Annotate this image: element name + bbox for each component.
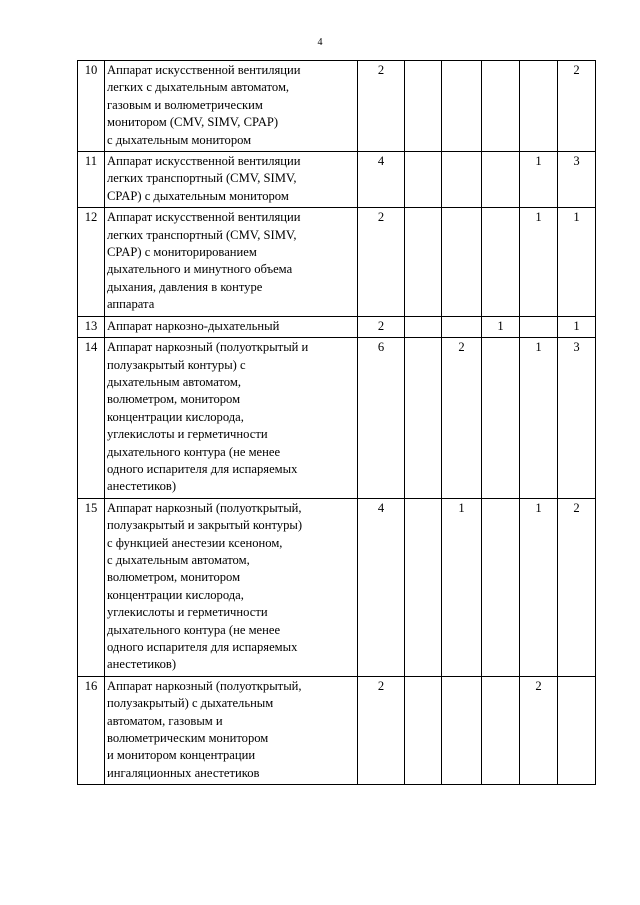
- equipment-name-line: полузакрытый) с дыхательным: [107, 696, 274, 711]
- table-row: [78, 208, 596, 316]
- equipment-name-line: и монитором концентрации: [107, 748, 256, 763]
- equipment-name-line: Аппарат наркозный (полуоткрытый и: [107, 340, 309, 355]
- quantity-cell-6: 3: [558, 152, 596, 208]
- equipment-name-line: Аппарат искусственной вентиляции: [107, 210, 301, 225]
- quantity-cell-6: 3: [558, 338, 596, 499]
- row-number-cell: 14: [78, 338, 105, 499]
- equipment-name-line: анестетиков): [107, 479, 177, 494]
- row-number-cell: 10: [78, 61, 105, 152]
- table-row: [78, 61, 596, 152]
- equipment-name-line: газовым и волюметрическим: [107, 97, 263, 112]
- quantity-cell-4: [482, 676, 520, 784]
- quantity-cell-3: 2: [442, 338, 482, 499]
- quantity-cell-1: 2: [358, 208, 405, 316]
- equipment-name-line: концентрации кислорода,: [107, 587, 244, 602]
- equipment-name-cell: [105, 152, 358, 208]
- quantity-cell-6: 2: [558, 498, 596, 676]
- quantity-cell-5: 1: [520, 208, 558, 316]
- equipment-name-line: Аппарат наркозно-дыхательный: [107, 318, 280, 333]
- table-row: [78, 338, 596, 499]
- table-row: [78, 152, 596, 208]
- equipment-name-line: с дыхательным монитором: [107, 132, 252, 147]
- table-row: [78, 498, 596, 676]
- row-number-cell: 11: [78, 152, 105, 208]
- equipment-name-line: полузакрытый и закрытый контуры): [107, 518, 303, 533]
- quantity-cell-1: 4: [358, 498, 405, 676]
- equipment-name-line: одного испарителя для испаряемых: [107, 461, 298, 476]
- equipment-name-line: ингаляционных анестетиков: [107, 765, 260, 780]
- row-number-cell: 12: [78, 208, 105, 316]
- equipment-name-line: с функцией анестезии ксеноном,: [107, 535, 283, 550]
- quantity-cell-6: 1: [558, 316, 596, 337]
- equipment-name-line: волюметрическим монитором: [107, 731, 269, 746]
- quantity-cell-2: [405, 152, 442, 208]
- quantity-cell-4: [482, 61, 520, 152]
- quantity-cell-2: [405, 676, 442, 784]
- quantity-cell-5: [520, 316, 558, 337]
- equipment-name-cell: [105, 498, 358, 676]
- equipment-name-cell: [105, 61, 358, 152]
- equipment-name-line: Аппарат искусственной вентиляции: [107, 63, 301, 77]
- equipment-name-cell: [105, 316, 358, 337]
- quantity-cell-3: [442, 152, 482, 208]
- equipment-name-line: волюметром, монитором: [107, 570, 241, 585]
- quantity-cell-1: 6: [358, 338, 405, 499]
- equipment-name-line: монитором (CMV, SIMV, CPAP): [107, 115, 279, 130]
- equipment-name-line: дыхательного и минутного объема: [107, 262, 293, 277]
- row-number-cell: 15: [78, 498, 105, 676]
- quantity-cell-4: [482, 152, 520, 208]
- equipment-name-line: CPAP) с мониторированием: [107, 245, 257, 260]
- quantity-cell-6: [558, 676, 596, 784]
- quantity-cell-4: [482, 498, 520, 676]
- equipment-name-line: Аппарат наркозный (полуоткрытый,: [107, 678, 302, 693]
- quantity-cell-5: 1: [520, 152, 558, 208]
- quantity-cell-2: [405, 208, 442, 316]
- quantity-cell-5: 2: [520, 676, 558, 784]
- quantity-cell-3: [442, 316, 482, 337]
- equipment-name-cell: [105, 338, 358, 499]
- equipment-table-body: [78, 61, 596, 785]
- equipment-name-line: легких транспортный (CMV, SIMV,: [107, 171, 297, 186]
- page-number: 4: [317, 37, 323, 48]
- equipment-name-line: Аппарат наркозный (полуоткрытый,: [107, 500, 302, 515]
- equipment-name-line: углекислоты и герметичности: [107, 427, 268, 442]
- quantity-cell-5: 1: [520, 498, 558, 676]
- quantity-cell-6: 1: [558, 208, 596, 316]
- quantity-cell-4: [482, 208, 520, 316]
- row-number-cell: 16: [78, 676, 105, 784]
- equipment-name-line: дыхательного контура (не менее: [107, 444, 281, 459]
- equipment-name-line: автоматом, газовым и: [107, 713, 223, 728]
- equipment-name-line: одного испарителя для испаряемых: [107, 640, 298, 654]
- quantity-cell-3: [442, 61, 482, 152]
- quantity-cell-2: [405, 61, 442, 152]
- equipment-name-line: с дыхательным автоматом,: [107, 552, 250, 567]
- equipment-name-cell: [105, 208, 358, 316]
- table-row: [78, 676, 596, 784]
- equipment-name-cell: [105, 676, 358, 784]
- equipment-name-line: легких с дыхательным автоматом,: [107, 80, 290, 95]
- equipment-name-line: концентрации кислорода,: [107, 409, 244, 424]
- quantity-cell-1: 4: [358, 152, 405, 208]
- quantity-cell-6: 2: [558, 61, 596, 152]
- equipment-name-line: анестетиков): [107, 657, 177, 672]
- quantity-cell-3: [442, 208, 482, 316]
- equipment-name-line: CPAP) с дыхательным монитором: [107, 188, 289, 203]
- equipment-table: [77, 60, 596, 785]
- quantity-cell-5: [520, 61, 558, 152]
- equipment-name-line: аппарата: [107, 297, 155, 312]
- equipment-name-line: Аппарат искусственной вентиляции: [107, 154, 301, 169]
- quantity-cell-2: [405, 338, 442, 499]
- quantity-cell-3: 1: [442, 498, 482, 676]
- quantity-cell-2: [405, 316, 442, 337]
- quantity-cell-1: 2: [358, 61, 405, 152]
- equipment-name-line: волюметром, монитором: [107, 392, 241, 407]
- quantity-cell-1: 2: [358, 316, 405, 337]
- equipment-name-line: дыхательного контура (не менее: [107, 622, 281, 637]
- table-row: [78, 316, 596, 337]
- quantity-cell-4: 1: [482, 316, 520, 337]
- equipment-name-line: дыхательным автоматом,: [107, 374, 241, 389]
- equipment-name-line: дыхания, давления в контуре: [107, 279, 263, 294]
- equipment-name-line: углекислоты и герметичности: [107, 605, 268, 620]
- quantity-cell-2: [405, 498, 442, 676]
- quantity-cell-4: [482, 338, 520, 499]
- quantity-cell-5: 1: [520, 338, 558, 499]
- equipment-name-line: полузакрытый контуры) с: [107, 357, 246, 372]
- quantity-cell-3: [442, 676, 482, 784]
- equipment-name-line: легких транспортный (CMV, SIMV,: [107, 227, 297, 242]
- quantity-cell-1: 2: [358, 676, 405, 784]
- row-number-cell: 13: [78, 316, 105, 337]
